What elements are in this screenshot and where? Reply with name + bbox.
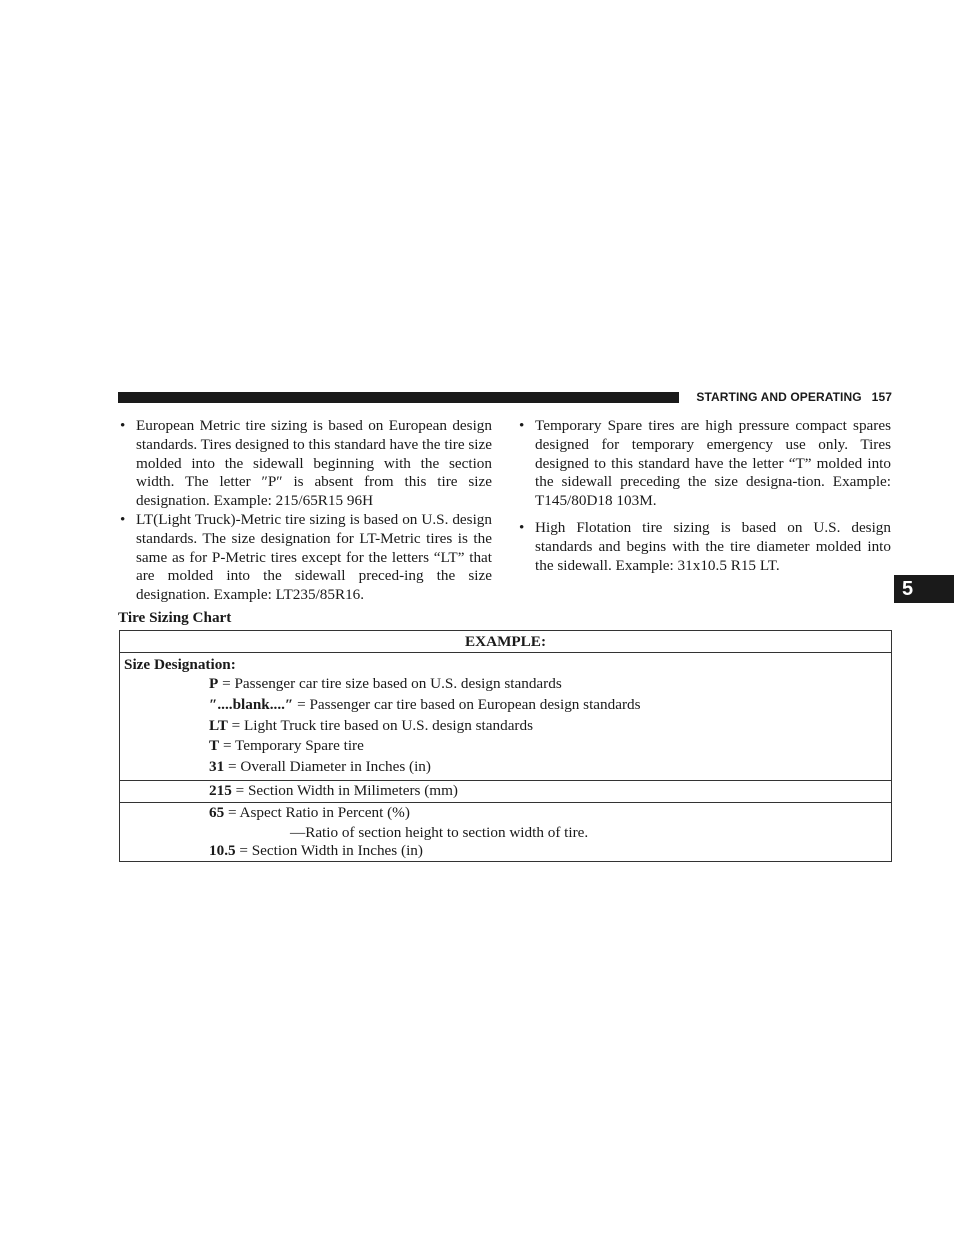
designation-desc: = Section Width in Inches (in) [239,841,423,859]
table-cell [120,653,892,781]
tire-sizing-table [119,630,892,862]
designation-row [124,841,891,862]
designation-key: 215 [209,781,232,799]
chart-title: Tire Sizing Chart [118,609,232,626]
designation-row [124,695,891,716]
table-row [120,780,892,802]
left-column [118,417,492,605]
bullet-text: European Metric tire sizing is based on European design standards. Tires designed to this standard have the tire size molded into the sidewall beginning with the section width. The letter ″P″ is absent from this tire size designation. Example: 215/65R15 96H [136,417,492,510]
designation-desc: = Passenger car tire size based on U.S. design standards [222,675,562,692]
bullet-icon: • [120,510,126,528]
bullet-icon: • [519,417,525,434]
designation-desc: = Overall Diameter in Inches (in) [227,758,431,776]
bullet-high-flotation [517,519,891,575]
designation-key: 10.5 [209,841,236,859]
designation-row [124,757,891,778]
designation-key: LT [209,716,228,734]
table-row [120,653,892,781]
designation-row [124,716,891,737]
page-number: 157 [871,390,892,404]
table-cell [120,802,892,862]
table-header-row [120,631,892,653]
bullet-text: LT(Light Truck)-Metric tire sizing is based on U.S. design standards. The size designation for LT-Metric tires is the same as for P-Metric tires except for the letters “LT” that are molded into the sidewall preced-ing the size designation. Example: LT235/85R16. [136,510,492,604]
designation-key: P [209,675,219,692]
table-cell [120,780,892,802]
designation-key: 31 [209,758,225,776]
bullet-icon: • [519,518,525,536]
designation-desc: = Temporary Spare tire [222,737,364,755]
designation-key: T [209,737,220,755]
designation-key: ″....blank....″ [209,695,294,713]
table-row [120,802,892,862]
bullet-icon: • [120,417,126,434]
bullet-temporary-spare [517,417,891,511]
bullet-text: Temporary Spare tires are high pressure compact spares designed for temporary emergency use only. Tires designed to this standard have the letter “T” molded into the sidewall preceding the size designa-tion. Example: T145/80D18 103M. [535,417,891,510]
size-designation-label: Size Designation: [124,656,236,673]
table-header: EXAMPLE: [120,631,892,653]
running-header [687,390,892,404]
bullet-lt-metric [118,511,492,605]
designation-desc: = Passenger car tire based on European design standards [297,695,641,713]
header-rule [118,392,679,403]
chapter-tab: 5 [894,575,954,603]
section-title: STARTING AND OPERATING [696,390,862,404]
aspect-ratio-note: —Ratio of section height to section width of tire. [290,823,589,841]
bullet-text: High Flotation tire sizing is based on U.S. design standards and begins with the tire diameter molded into the sidewall. Example: 31x10.5 R15 LT. [535,518,891,574]
right-column [517,417,891,575]
designation-desc: = Aspect Ratio in Percent (%) [227,803,410,821]
designation-desc: = Light Truck tire based on U.S. design standards [231,716,533,734]
designation-desc: = Section Width in Milimeters (mm) [235,781,458,799]
designation-row [124,674,891,695]
designation-row [124,736,891,757]
designation-row [124,781,891,802]
bullet-european-metric [118,417,492,511]
designation-key: 65 [209,803,225,821]
designation-row [124,803,891,824]
